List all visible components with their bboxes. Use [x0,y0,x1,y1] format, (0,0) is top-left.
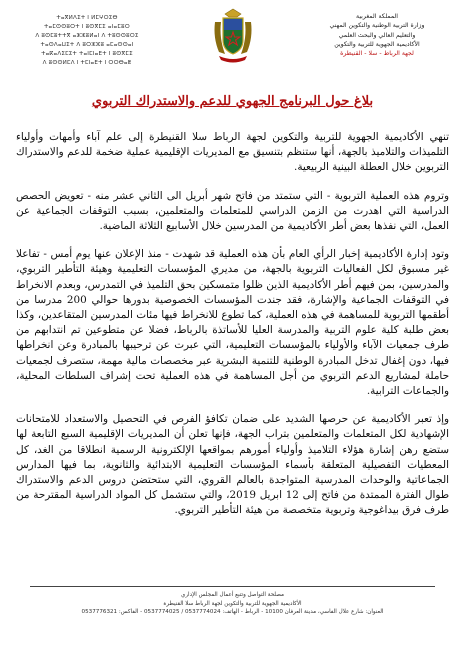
footer-line: مصلحة التواصل وتتبع أعمال المجلس الإداري [180,592,285,598]
letterhead-tifinagh [8,14,166,68]
letterhead-arabic-line: لجهة الرباط - سلا - القنيطرة [340,50,414,58]
letterhead-tifinagh-line: ⵜⴰⴳⵍⴷⵉⵜ ⵏ ⵍⵎⵖⵔⵉⴱ [56,15,118,21]
letterhead-arabic-line: والتعليم العالي والبحث العلمي [338,31,416,39]
paragraph: وتروم هذه العملية التربوية - التي ستمتد من فاتح شهر أبريل الى الثاني عشر منه - تعويض الحصص الدراسية التي اهدرت من الزمن الدراسي للمتعلمات والمتعلمين، بسبب التوقفات الجماعية عن العمل، التي نفذها بعض أطر الأكاديمية من المدرسين خلال الأسابيع الثلاثة الماضية. [16,189,449,233]
paragraph: وتود إدارة الأكاديمية إخبار الرأي العام بأن هذه العملية قد شهدت - منذ الإعلان عنها يوم أمس - تفاعلا غير مسبوق لكل الفعاليات التربوية بالجهة، من مديري المؤسسات التعليمية وهيئة التأطير التربوي، والمدرسين، بمن فيهم أطر الأكاديمية الذين ظلوا متمسكين بحق التلميذ في التمدرس، وبعدم الانخراط في التوقفات الجماعية والإشارة، فقد جندت المؤسسات الخصوصية بدورها حوالي 200 مدرسا من أطقمها التربوية للمساهمة في هذه العملية، كما تطوع للانخراط فيها مئات المدرسين المتقاعدين، وكذا بعض طلبة كلية علوم التربية والمدرسة العليا للأساتذة بالرباط، فضلا عن متطوعين تم انتدابهم من طرف جمعيات الآباء والأولياء بالمؤسسات التعليمية، التي عبرت عن ترحيبها بالمبادرة وعن انخراطها فيها، دون إغفال تدخل المبادرة الوطنية للتنمية البشرية عبر مخصصات مالية مهمة، ستصرف لجمعيات حاملة لمشاريع الدعم التربوي من أجل المساهمة في هذه العملية تحت إشراف السلطات المحلية، والجماعات الترابية. [16,248,449,398]
document-title: بلاغ حول البرنامج الجهوي للدعم والاستدراك التربوي [91,94,374,109]
footer-line: الأكاديمية الجهوية للتربية والتكوين لجهة الرباط سلا القنيطرة [163,600,302,607]
paragraph: تنهي الأكاديمية الجهوية للتربية والتكوين لجهة الرباط سلا القنيطرة إلى علم آباء وأمهات وأولياء التلميذات والتلاميذ بالجهة، أنها ستنظم بتنسيق مع المديريات الإقليمية عملية ضخمة للدعم والاستدراك التربوين خلال العطلة البينية الربيعية. [16,131,449,174]
document-body [16,130,449,532]
letterhead-tifinagh-line: ⵜⴰⵎⵙⵙⵓⵔⵜ ⵏ ⵓⵙⴳⵎⵉ ⴰⵏⴰⵎⵓⵔ [44,24,130,30]
letterhead-tifinagh-line: ⴷ ⵓⵙⵎⵓⵜⵜⴳ ⴰⵣⵣⵓⵍⴰⵏ ⴷ ⵜⵓⵙⵙⵓⵔⵉ [35,33,139,39]
paragraph: وإذ تعبر الأكاديمية عن حرصها الشديد على ضمان تكافؤ الفرص في التحصيل والاستعداد للامتحانات الإشهادية لكل المتعلمات والمتعلمين بتراب الجهة، فإنها تعلن أن المديريات الإقليمية السبع التابعة لها ستضع رهن إشارة هؤلاء التلاميذ وأولياء أمورهم بمواقعها الإلكترونية الرسمية انطلاقا من الغد، كل المعطيات التفصيلية المتعلقة بأسماء المؤسسات التعليمية الابتدائية والثانوية، بما فيها المدارس الجماعاتية والوحدات المدرسية المتواجدة بالعالم القروي، التي ستحتضن دروس الدعم والاستدراك طوال الفترة الممتدة من فاتح إلى 12 ابريل 2019، والتي ستشمل كل المواد الدراسية المقترحة من طرف فرق بيداغوجية وتربوية متخصصة من هيئة التأطير التربوي. [16,413,449,517]
document-footer [30,586,435,636]
letterhead-arabic [297,12,457,58]
letterhead-tifinagh-line: ⵜⴰⴽⴰⴷⵉⵎⵉⵜ ⵜⴰⵏⵎⵏⴰⴹⵜ ⵏ ⵓⵙⴳⵎⵉ [41,51,133,57]
letterhead-arabic-line: وزارة التربية الوطنية والتكوين المهني [329,22,425,30]
morocco-coat-of-arms-icon [207,8,259,66]
letterhead-tifinagh-line: ⴷ ⵓⵙⵙⵍⵎⴷ ⵏ ⵜⵎⵏⴰⴹⵜ ⵏ ⵔⵔⴱⴰⵟ [42,60,132,66]
letterhead-arabic-line: المملكة المغربية [356,13,398,20]
footer-divider [30,586,435,587]
footer-line: العنوان: شارع علال الفاسي، مدينة العرفان 10100 - الرباط - الهاتف: 0537774024 / 0537774025 - الفاكس: 0537776321 [81,609,384,615]
letterhead [8,8,457,92]
letterhead-arabic-line: الأكاديمية الجهوية للتربية والتكوين [334,40,420,48]
letterhead-tifinagh-line: ⵜⴰⵙⴷⴰⵡⵉⵜ ⴷ ⵓⵔⵣⵣⵓ ⴰⵎⴰⵙⵙⴰⵏ [40,42,134,48]
